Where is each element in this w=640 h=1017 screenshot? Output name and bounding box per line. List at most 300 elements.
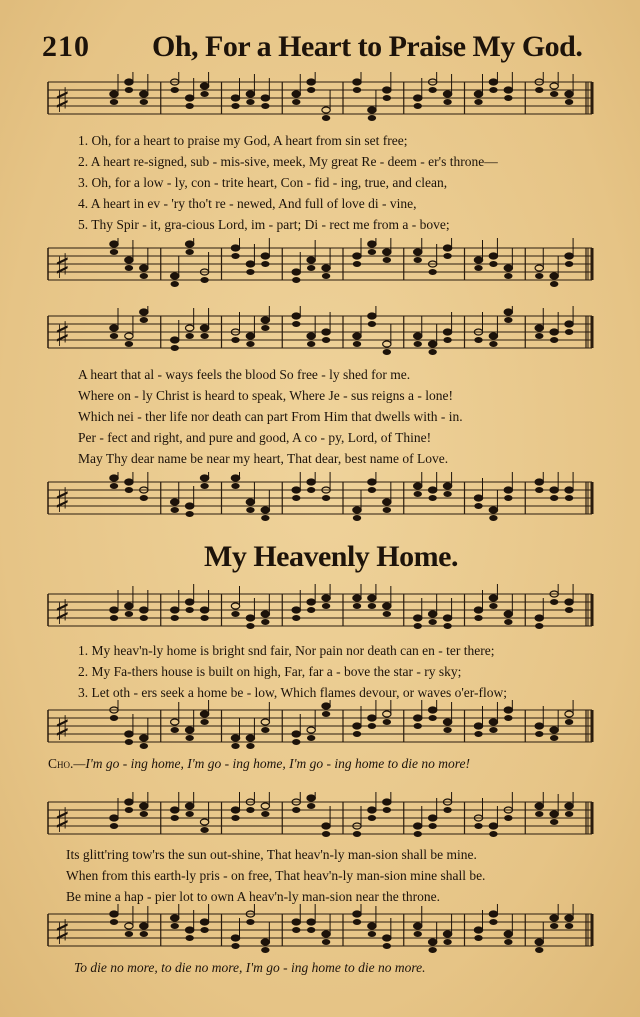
note-head <box>550 599 558 605</box>
note-head <box>292 919 300 925</box>
note-head <box>171 815 179 821</box>
note-head <box>231 743 239 749</box>
note-head <box>171 87 179 93</box>
note-head <box>246 807 254 813</box>
note-head <box>489 831 497 837</box>
note-head <box>125 807 133 813</box>
note-head <box>292 487 300 493</box>
note-head <box>185 727 193 733</box>
note-head <box>140 811 148 817</box>
note-head <box>307 607 315 613</box>
note-head <box>231 935 239 941</box>
note-head <box>428 341 436 347</box>
note-head <box>353 595 361 601</box>
note-head <box>140 273 148 279</box>
note-head <box>428 87 436 93</box>
note-head <box>125 487 133 493</box>
note-head <box>535 273 543 279</box>
note-head <box>140 495 148 501</box>
note-head <box>246 507 254 513</box>
note-head <box>110 483 118 489</box>
note-head <box>171 345 179 351</box>
note-head <box>185 735 193 741</box>
note-head <box>231 337 239 343</box>
note-head <box>504 815 512 821</box>
verse-line: Be mine a hap - pier lot to own A heav'n-ly man-sion near the throne. <box>66 889 440 904</box>
note-head <box>428 707 436 713</box>
note-head <box>414 715 422 721</box>
note-head <box>565 811 573 817</box>
note-head <box>535 939 543 945</box>
note-head <box>185 803 193 809</box>
note-head <box>292 495 300 501</box>
note-head <box>261 103 269 109</box>
staff-lines <box>40 238 596 290</box>
note-head <box>535 479 543 485</box>
music-staff-treble <box>40 584 596 636</box>
note-head <box>565 599 573 605</box>
note-head <box>110 815 118 821</box>
note-head <box>383 611 391 617</box>
note-head <box>322 337 330 343</box>
note-head <box>171 807 179 813</box>
note-head <box>443 931 451 937</box>
note-head <box>368 313 376 319</box>
note-head <box>428 815 436 821</box>
note-head <box>292 807 300 813</box>
note-head <box>185 511 193 517</box>
chorus-line <box>48 756 470 772</box>
note-head <box>171 615 179 621</box>
note-head <box>565 711 573 717</box>
note-head <box>307 927 315 933</box>
note-head <box>292 321 300 327</box>
note-head <box>322 495 330 501</box>
note-head <box>443 99 451 105</box>
note-head <box>125 611 133 617</box>
note-head <box>292 731 300 737</box>
note-head <box>414 333 422 339</box>
note-head <box>231 611 239 617</box>
note-head <box>489 341 497 347</box>
note-head <box>535 947 543 953</box>
note-head <box>292 99 300 105</box>
note-head <box>414 249 422 255</box>
note-head <box>443 719 451 725</box>
note-head <box>414 483 422 489</box>
note-head <box>504 939 512 945</box>
note-head <box>535 723 543 729</box>
note-head <box>140 265 148 271</box>
note-head <box>474 823 482 829</box>
note-head <box>171 727 179 733</box>
verse-line: 1. My heav'n-ly home is bright snd fair, Nor pain nor death can en - ter there; <box>78 643 495 658</box>
note-head <box>246 91 254 97</box>
note-head <box>443 491 451 497</box>
note-head <box>383 711 391 717</box>
verse-line: 2. A heart re-signed, sub - mis-sive, meek, My great Re - deem - er's throne— <box>78 154 498 169</box>
verse-line: 3. Let oth - ers seek a home be - low, Which flames devour, or waves o'er-flow; <box>78 685 507 700</box>
note-head <box>443 253 451 259</box>
note-head <box>171 923 179 929</box>
note-head <box>504 95 512 101</box>
note-head <box>125 731 133 737</box>
note-head <box>171 719 179 725</box>
note-head <box>489 719 497 725</box>
note-head <box>443 807 451 813</box>
note-head <box>200 91 208 97</box>
note-head <box>353 603 361 609</box>
refrain-footer-line: To die no more, to die no more, I'm go - ing home to die no more. <box>74 960 426 975</box>
note-head <box>474 337 482 343</box>
note-head <box>489 507 497 513</box>
note-head <box>292 739 300 745</box>
note-head <box>231 475 239 481</box>
note-head <box>261 95 269 101</box>
note-head <box>185 811 193 817</box>
note-head <box>171 337 179 343</box>
note-head <box>383 349 391 355</box>
staff-lines <box>40 904 596 956</box>
staff-lines <box>40 72 596 124</box>
note-head <box>307 795 315 801</box>
note-head <box>261 261 269 267</box>
note-head <box>110 91 118 97</box>
note-head <box>307 479 315 485</box>
note-head <box>261 811 269 817</box>
note-head <box>307 803 315 809</box>
note-head <box>231 483 239 489</box>
note-head <box>322 595 330 601</box>
note-head <box>110 333 118 339</box>
note-head <box>443 623 451 629</box>
key-signature-sharp: ♯ <box>54 593 71 633</box>
note-head <box>428 823 436 829</box>
note-head <box>550 811 558 817</box>
note-head <box>504 87 512 93</box>
music-staff-bass <box>40 472 596 524</box>
note-head <box>171 915 179 921</box>
music-staff-treble <box>40 306 596 358</box>
note-head <box>200 333 208 339</box>
note-head <box>550 281 558 287</box>
note-head <box>185 607 193 613</box>
note-head <box>383 499 391 505</box>
key-signature-sharp: ♯ <box>54 81 71 121</box>
note-head <box>140 309 148 315</box>
note-head <box>353 723 361 729</box>
note-head <box>261 939 269 945</box>
note-head <box>171 273 179 279</box>
note-head <box>565 803 573 809</box>
note-head <box>307 257 315 263</box>
hymn1-verses-second-half <box>40 364 596 469</box>
note-head <box>474 503 482 509</box>
note-head <box>489 253 497 259</box>
note-head <box>246 623 254 629</box>
note-head <box>185 241 193 247</box>
note-head <box>322 831 330 837</box>
note-head <box>414 95 422 101</box>
hymn2-verses-first-half <box>40 640 596 703</box>
hymn1-verses-first-half <box>40 130 596 235</box>
note-head <box>383 603 391 609</box>
note-head <box>353 87 361 93</box>
verse-line: A heart that al - ways feels the blood So free - ly shed for me. <box>78 367 411 382</box>
note-head <box>307 599 315 605</box>
note-head <box>383 249 391 255</box>
note-head <box>140 91 148 97</box>
note-head <box>307 341 315 347</box>
note-head <box>125 923 133 929</box>
note-head <box>550 273 558 279</box>
note-head <box>489 603 497 609</box>
note-head <box>307 265 315 271</box>
note-head <box>185 935 193 941</box>
note-head <box>489 919 497 925</box>
verse-line: 3. Oh, for a low - ly, con - trite heart, Con - fid - ing, true, and clean, <box>78 175 448 190</box>
note-head <box>474 99 482 105</box>
note-head <box>140 735 148 741</box>
chorus-label: Cho. <box>48 756 74 771</box>
note-head <box>185 103 193 109</box>
note-head <box>292 269 300 275</box>
note-head <box>292 927 300 933</box>
note-head <box>414 831 422 837</box>
note-head <box>368 595 376 601</box>
note-head <box>414 823 422 829</box>
note-head <box>550 337 558 343</box>
note-head <box>368 249 376 255</box>
note-head <box>550 735 558 741</box>
note-head <box>414 615 422 621</box>
note-head <box>550 329 558 335</box>
note-head <box>489 823 497 829</box>
note-head <box>504 495 512 501</box>
note-head <box>368 321 376 327</box>
hymn-title-heart-to-praise: Oh, For a Heart to Praise My God. <box>152 30 583 63</box>
note-head <box>368 241 376 247</box>
note-head <box>428 619 436 625</box>
note-head <box>428 269 436 275</box>
note-head <box>125 87 133 93</box>
note-head <box>414 931 422 937</box>
note-head <box>414 103 422 109</box>
note-head <box>200 615 208 621</box>
note-head <box>535 623 543 629</box>
note-head <box>368 107 376 113</box>
note-head <box>504 317 512 323</box>
note-head <box>125 799 133 805</box>
note-head <box>443 329 451 335</box>
staff-lines <box>40 700 596 752</box>
note-head <box>368 115 376 121</box>
note-head <box>292 607 300 613</box>
page-number: 210 <box>42 30 90 63</box>
staff-lines <box>40 584 596 636</box>
note-head <box>368 603 376 609</box>
note-head <box>443 337 451 343</box>
note-head <box>428 349 436 355</box>
note-head <box>383 87 391 93</box>
music-staff-treble <box>40 72 596 124</box>
note-head <box>110 99 118 105</box>
note-head <box>550 915 558 921</box>
music-staff-treble <box>40 792 596 844</box>
note-head <box>110 325 118 331</box>
note-head <box>535 325 543 331</box>
note-head <box>368 723 376 729</box>
note-head <box>368 931 376 937</box>
note-head <box>535 811 543 817</box>
note-head <box>307 333 315 339</box>
note-head <box>383 507 391 513</box>
verse-line: When from this earth-ly pris - on free, That heav'n-ly man-sion mine shall be. <box>66 868 486 883</box>
note-head <box>550 727 558 733</box>
note-head <box>414 623 422 629</box>
note-head <box>565 495 573 501</box>
note-head <box>504 619 512 625</box>
verse-line: 4. A heart in ev - 'ry tho't re - newed, And full of love di - vine, <box>78 196 417 211</box>
note-head <box>504 309 512 315</box>
note-head <box>565 719 573 725</box>
note-head <box>550 91 558 97</box>
note-head <box>110 475 118 481</box>
note-head <box>261 325 269 331</box>
note-head <box>246 919 254 925</box>
note-head <box>322 711 330 717</box>
note-head <box>307 487 315 493</box>
note-head <box>443 939 451 945</box>
note-head <box>125 79 133 85</box>
note-head <box>550 495 558 501</box>
verse-line: 1. Oh, for a heart to praise my God, A heart from sin set free; <box>78 133 408 148</box>
note-head <box>322 603 330 609</box>
note-head <box>504 931 512 937</box>
note-head <box>489 87 497 93</box>
note-head <box>353 911 361 917</box>
note-head <box>428 715 436 721</box>
note-head <box>322 273 330 279</box>
note-head <box>353 507 361 513</box>
note-head <box>474 723 482 729</box>
note-head <box>110 615 118 621</box>
key-signature-sharp: ♯ <box>54 801 71 841</box>
staff-lines <box>40 306 596 358</box>
note-head <box>414 723 422 729</box>
note-head <box>550 923 558 929</box>
key-signature-sharp: ♯ <box>54 913 71 953</box>
note-head <box>368 487 376 493</box>
note-head <box>200 83 208 89</box>
note-head <box>200 827 208 833</box>
note-head <box>200 819 208 825</box>
note-head <box>474 927 482 933</box>
note-head <box>292 277 300 283</box>
note-head <box>535 731 543 737</box>
note-head <box>246 99 254 105</box>
note-head <box>125 257 133 263</box>
key-signature-sharp: ♯ <box>54 481 71 521</box>
note-head <box>565 321 573 327</box>
note-head <box>443 483 451 489</box>
verse-line: Its glitt'ring tow'rs the sun out-shine, That heav'n-ly man-sion shall be mine. <box>66 847 477 862</box>
note-head <box>443 615 451 621</box>
note-head <box>200 607 208 613</box>
note-head <box>322 265 330 271</box>
note-head <box>368 815 376 821</box>
note-head <box>368 479 376 485</box>
music-staff-bass <box>40 700 596 752</box>
note-head <box>125 603 133 609</box>
note-head <box>322 931 330 937</box>
note-head <box>353 261 361 267</box>
note-head <box>261 253 269 259</box>
note-head <box>504 487 512 493</box>
note-head <box>414 257 422 263</box>
note-head <box>200 919 208 925</box>
note-head <box>246 261 254 267</box>
note-head <box>261 317 269 323</box>
note-head <box>185 325 193 331</box>
note-head <box>200 719 208 725</box>
verse-line: May Thy dear name be near my heart, That dear, best name of Love. <box>78 451 449 466</box>
note-head <box>443 727 451 733</box>
note-head <box>535 87 543 93</box>
note-head <box>246 333 254 339</box>
note-head <box>504 707 512 713</box>
note-head <box>565 923 573 929</box>
note-head <box>140 607 148 613</box>
hymn-title-heavenly-home: My Heavenly Home. <box>204 540 458 573</box>
note-head <box>307 79 315 85</box>
note-head <box>428 495 436 501</box>
note-head <box>353 831 361 837</box>
note-head <box>261 947 269 953</box>
note-head <box>368 923 376 929</box>
note-head <box>489 261 497 267</box>
note-head <box>171 499 179 505</box>
note-head <box>185 503 193 509</box>
note-head <box>231 815 239 821</box>
note-head <box>474 265 482 271</box>
note-head <box>383 943 391 949</box>
note-head <box>383 719 391 725</box>
note-head <box>414 491 422 497</box>
note-head <box>261 803 269 809</box>
note-head <box>261 515 269 521</box>
note-head <box>474 935 482 941</box>
verse-line: Where on - ly Christ is heard to speak, Where Je - sus reigns a - lone! <box>78 388 454 403</box>
note-head <box>185 249 193 255</box>
note-head <box>231 603 239 609</box>
note-head <box>200 711 208 717</box>
note-head <box>185 95 193 101</box>
note-head <box>535 803 543 809</box>
note-head <box>353 731 361 737</box>
note-head <box>474 731 482 737</box>
note-head <box>231 807 239 813</box>
note-head <box>353 333 361 339</box>
note-head <box>200 325 208 331</box>
note-head <box>246 499 254 505</box>
note-head <box>535 333 543 339</box>
note-head <box>504 611 512 617</box>
note-head <box>353 79 361 85</box>
note-head <box>368 715 376 721</box>
note-head <box>565 91 573 97</box>
note-head <box>125 333 133 339</box>
